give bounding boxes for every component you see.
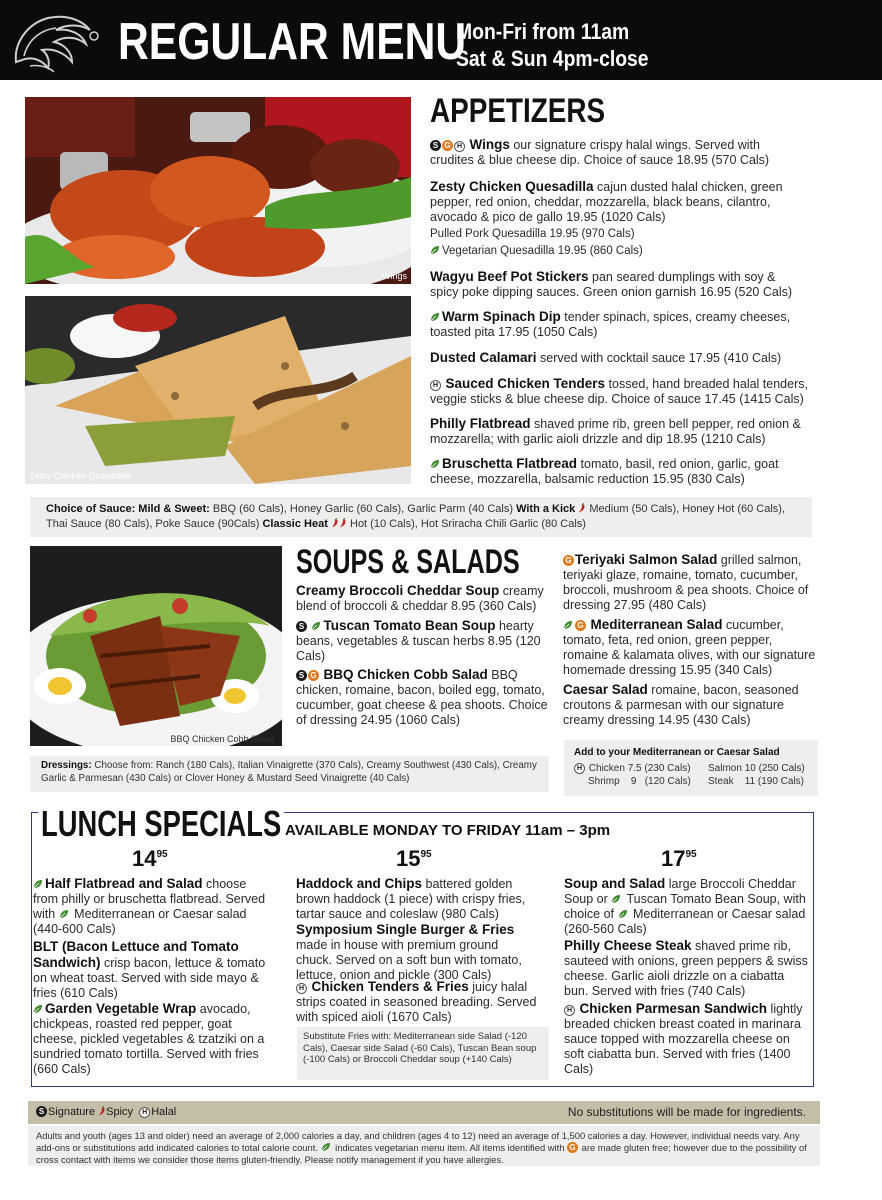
legend	[36, 1106, 176, 1118]
sauce-mild-label: Choice of Sauce: Mild & Sweet:	[46, 503, 210, 515]
ornament-icon	[10, 6, 106, 74]
haddock-item	[296, 876, 541, 922]
bruschetta-item	[430, 456, 800, 487]
veg-wrap-item	[33, 1001, 275, 1077]
add-on-chicken-name: Chicken	[588, 763, 625, 774]
vegetarian-icon	[59, 909, 69, 919]
substitute-fries-box: Substitute Fries with: Mediterranean side Salad (-120 Cals), Caesar side Salad (-60 Cals), Tuscan Bean soup (-100 Cals) or Broccoli Cheddar soup (+140 Cals)	[297, 1027, 549, 1080]
menu-header	[0, 0, 882, 80]
soup-salad-desc: large Broccoli Cheddar Soup or	[564, 877, 796, 906]
lunch-price-1595	[396, 846, 432, 872]
spinach-dip-desc: tender spinach, spices, creamy cheeses, toasted pita 17.95 (1050 Cals)	[430, 310, 791, 339]
price-dollars: 17	[661, 846, 686, 871]
pot-stickers-item	[430, 269, 805, 300]
add-on-title: Add to your Mediterranean or Caesar Salad	[574, 747, 780, 758]
veg-quesadilla-item	[430, 244, 805, 259]
broccoli-soup-desc: creamy blend of broccoli & cheddar 8.95 (360 Cals)	[296, 584, 544, 613]
legend-signature: Signature	[48, 1106, 96, 1118]
sauce-heat-label: Classic Heat	[262, 518, 328, 530]
add-on-steak-name: Steak	[708, 776, 734, 787]
philly-steak-desc: shaved prime rib, sauteed with onions, green peppers & swiss cheese. Garlic aioli drizzle on a ciabatta bun. Served with fries (740 Cals)	[564, 939, 808, 998]
soup-salad-name: Soup and Salad	[564, 876, 666, 891]
blt-item	[33, 939, 273, 1001]
vegetarian-icon	[321, 1142, 331, 1152]
add-on-steak-cals: (190 Cals)	[757, 776, 805, 787]
calorie-note	[28, 1126, 820, 1166]
soup-salad-item	[564, 876, 809, 937]
price-cents: 95	[685, 849, 697, 860]
blt-name: BLT (Bacon Lettuce and Tomato Sandwich)	[33, 939, 239, 970]
half-flatbread-item	[33, 876, 273, 937]
price-cents: 95	[420, 849, 432, 860]
calorie-note-2: indicates vegetarian menu item. All items identified with	[332, 1142, 568, 1153]
blt-desc: crisp bacon, lettuce & tomato on wheat toast. Served with side mayo & fries (610 Cals)	[33, 956, 266, 1000]
wings-item	[430, 137, 805, 168]
add-on-shrimp-cals: (120 Cals)	[644, 776, 691, 787]
signature-icon: S	[430, 140, 441, 151]
gluten-free-icon: G	[308, 670, 319, 681]
gluten-free-icon: G	[567, 1142, 578, 1153]
tuscan-soup-desc: hearty beans, vegetables & tuscan herbs 8.95 (120 Cals)	[296, 619, 541, 663]
add-on-salmon-name: Salmon	[708, 763, 742, 774]
lunch-availability: AVAILABLE MONDAY TO FRIDAY 11am – 3pm	[285, 822, 611, 839]
cobb-salad-name: BBQ Chicken Cobb Salad	[323, 667, 488, 682]
calamari-desc: served with cocktail sauce 17.95 (410 Cals)	[536, 351, 782, 365]
spinach-dip-name: Warm Spinach Dip	[442, 309, 561, 324]
cobb-caption: BBQ Chicken Cobb Salad	[170, 734, 274, 744]
quesadilla-desc: cajun dusted halal chicken, green pepper, red onion, cheddar, mozzarella, black beans, cilantro, avocado & pico de gallo 19.95 (1020 Cals)	[430, 180, 783, 224]
legend-spicy: Spicy	[106, 1106, 134, 1118]
bruschetta-name: Bruschetta Flatbread	[442, 456, 578, 471]
price-cents: 95	[156, 849, 168, 860]
no-substitutions: No substitutions will be made for ingredients.	[567, 1105, 806, 1119]
price-dollars: 14	[132, 846, 157, 871]
wings-name: Wings	[469, 137, 510, 152]
tuscan-soup-item	[296, 618, 546, 664]
add-on-salmon-price: 10	[744, 763, 756, 774]
sauce-kick-list: Medium (50 Cals), Honey Hot (60 Cals), Thai Sauce (80 Cals), Poke Sauce (90Cals)	[46, 503, 786, 530]
halal-icon: H	[296, 983, 307, 994]
pot-stickers-desc: pan seared dumplings with soy & spicy poke dipping sauces. Green onion garnish 16.95 (520 Cals)	[430, 270, 793, 299]
cobb-salad-photo	[30, 546, 282, 746]
quesadilla-name: Zesty Chicken Quesadilla	[430, 179, 594, 194]
vegetarian-icon	[311, 621, 321, 631]
veg-wrap-name: Garden Vegetable Wrap	[45, 1001, 197, 1016]
broccoli-soup-name: Creamy Broccoli Cheddar Soup	[296, 583, 500, 598]
pot-stickers-name: Wagyu Beef Pot Stickers	[430, 269, 589, 284]
legend-bar	[28, 1101, 820, 1124]
vegetarian-icon	[430, 459, 440, 469]
add-on-row-steak	[708, 775, 804, 788]
appetizers-heading: APPETIZERS	[430, 92, 606, 130]
hours-weekend: Sat & Sun 4pm-close	[456, 46, 649, 71]
pulled-pork-item: Pulled Pork Quesadilla 19.95 (970 Cals)	[430, 228, 635, 240]
wings-caption: Wings	[381, 271, 407, 281]
gluten-free-icon: G	[575, 620, 586, 631]
add-on-shrimp-price: 9	[630, 776, 637, 787]
lunch-price-1795	[661, 846, 697, 872]
spicy-icon	[339, 518, 347, 528]
wings-desc: our signature crispy halal wings. Served with crudites & blue cheese dip. Choice of sauce 18.95 (570 Cals)	[430, 138, 770, 167]
teriyaki-salad-desc: grilled salmon, teriyaki glaze, romaine, tomato, cucumber, broccoli, mushroom & pea shoots. Choice of dressing 27.95 (480 Cals)	[563, 553, 809, 612]
philly-flatbread-item	[430, 416, 810, 447]
halal-icon: H	[454, 141, 465, 152]
chicken-parmesan-name: Chicken Parmesan Sandwich	[579, 1001, 768, 1016]
soup-salad-desc-3: Mediterranean or Caesar salad (260-560 Cals)	[564, 907, 806, 936]
halal-icon: H	[430, 380, 441, 391]
spicy-icon	[98, 1106, 106, 1116]
vegetarian-icon	[430, 312, 440, 322]
halal-icon: H	[574, 763, 585, 774]
signature-icon: S	[296, 670, 307, 681]
vegetarian-icon	[563, 620, 573, 630]
gluten-free-icon: G	[442, 140, 453, 151]
lunch-tenders-desc: juicy halal strips coated in seasoned breading. Served with spiced aioli (1670 Cals)	[296, 980, 537, 1024]
mediterranean-salad-item	[563, 617, 818, 678]
hours-weekday: Mon-Fri from 11am	[456, 19, 630, 44]
calorie-note-3: are made gluten free; however due to the possibility of cross contact with items we consider those items gluten-friendly. Please notify management if you have allergies.	[36, 1142, 807, 1165]
tenders-name: Sauced Chicken Tenders	[445, 376, 606, 391]
vegetarian-icon	[33, 1004, 43, 1014]
hours	[456, 18, 649, 72]
lunch-tenders-item	[296, 979, 540, 1025]
signature-icon: S	[36, 1106, 47, 1117]
tenders-item	[430, 376, 810, 407]
halal-icon: H	[139, 1107, 150, 1118]
cobb-salad-item	[296, 667, 550, 728]
wings-photo	[25, 97, 411, 284]
caesar-salad-name: Caesar Salad	[563, 682, 648, 697]
soups-salads-heading: SOUPS & SALADS	[296, 543, 520, 581]
tuscan-soup-name: Tuscan Tomato Bean Soup	[323, 618, 496, 633]
half-flatbread-desc-2: Mediterranean or Caesar salad (440-600 Cals)	[33, 907, 247, 936]
calamari-name: Dusted Calamari	[430, 350, 537, 365]
sauce-box	[30, 497, 812, 537]
caesar-salad-item	[563, 682, 815, 728]
chicken-parmesan-desc: lightly breaded chicken breast coated in marinara sauce topped with mozzarella cheese on soft ciabatta bun. Served with fries (1400 Cals)	[564, 1002, 803, 1076]
half-flatbread-name: Half Flatbread and Salad	[45, 876, 203, 891]
add-on-row-shrimp	[588, 775, 691, 788]
legend-halal: Halal	[151, 1106, 177, 1118]
add-on-chicken-cals: (230 Cals)	[644, 763, 691, 774]
philly-steak-item	[564, 938, 809, 999]
dressings-list: Choose from: Ranch (180 Cals), Italian Vinaigrette (370 Cals), Creamy Southwest (430 Cals), Creamy Garlic & Parmesan (430 Cals) or Clover Honey & Mustard Seed Vinaigrette (40 Cals)	[41, 760, 537, 784]
add-on-salmon-cals: (250 Cals)	[758, 763, 805, 774]
philly-steak-name: Philly Cheese Steak	[564, 938, 692, 953]
lunch-price-1495	[132, 846, 168, 872]
veg-quesadilla-text: Vegetarian Quesadilla 19.95 (860 Cals)	[442, 245, 643, 257]
cobb-salad-desc: BBQ chicken, romaine, bacon, boiled egg, tomato, cucumber, goat cheese & pea shoots. Choice of dressing 24.95 (1060 Cals)	[296, 668, 548, 727]
gluten-free-icon: G	[563, 555, 574, 566]
haddock-name: Haddock and Chips	[296, 876, 423, 891]
philly-flatbread-name: Philly Flatbread	[430, 416, 531, 431]
broccoli-soup-item	[296, 583, 552, 614]
halal-icon: H	[564, 1005, 575, 1016]
burger-desc: made in house with premium ground chuck. Served on a soft bun with tomato, lettuce, onion and pickle (300 Cals)	[296, 938, 522, 982]
lunch-tenders-name: Chicken Tenders & Fries	[311, 979, 469, 994]
teriyaki-salad-name: Teriyaki Salmon Salad	[575, 552, 718, 567]
tenders-desc: tossed, hand breaded halal tenders, veggie sticks & blue cheese dip. Choice of sauce 17.45 (1415 Cals)	[430, 377, 808, 406]
veg-wrap-desc: avocado, chickpeas, roasted red pepper, goat cheese, pickled vegetables & tzatziki on a sundried tomato tortilla. Served with fries (660 Cals)	[33, 1002, 265, 1076]
half-flatbread-desc: choose from philly or bruschetta flatbread. Served with	[33, 877, 266, 921]
add-on-row-chicken	[574, 762, 691, 775]
calorie-note-1: Adults and youth (ages 13 and older) need an average of 2,000 calories a day, and children (ages 4 to 12) need an average of 1,500 calories a day. However, individual needs vary. Any add-ons or substitutions add indicated calories to total calorie count.	[36, 1130, 800, 1153]
add-on-row-salmon	[708, 762, 805, 775]
vegetarian-icon	[33, 879, 43, 889]
sauce-mild-list: BBQ (60 Cals), Honey Garlic (60 Cals), Garlic Parm (40 Cals)	[209, 503, 517, 515]
sauce-kick-label: With a Kick	[516, 503, 576, 515]
caesar-salad-desc: romaine, bacon, seasoned croutons & parmesan with our signature creamy dressing 14.95 (430 Cals)	[563, 683, 799, 727]
spinach-dip-item	[430, 309, 805, 340]
sauce-heat-list: Hot (10 Cals), Hot Sriracha Chili Garlic (80 Cals)	[346, 518, 586, 530]
dressings-box	[30, 756, 549, 792]
signature-icon: S	[296, 621, 307, 632]
lunch-specials-heading: LUNCH SPECIALS	[38, 803, 284, 845]
quesadilla-photo	[25, 296, 411, 484]
soup-salad-desc-2: Tuscan Tomato Bean Soup, with choice of	[564, 892, 806, 921]
price-dollars: 15	[396, 846, 421, 871]
chicken-parmesan-item	[564, 1001, 809, 1077]
vegetarian-icon	[618, 909, 628, 919]
philly-flatbread-desc: shaved prime rib, green bell pepper, red onion & mozzarella; with garlic aioli drizzle and dip 18.95 (1210 Cals)	[430, 417, 801, 446]
calamari-item	[430, 350, 805, 366]
teriyaki-salad-item	[563, 552, 815, 613]
quesadilla-caption: Zesty Chicken Quesadilla	[29, 471, 132, 481]
spicy-icon	[331, 518, 339, 528]
burger-name: Symposium Single Burger & Fries	[296, 922, 515, 937]
add-on-chicken-price: 7.5	[627, 763, 642, 774]
mediterranean-salad-name: Mediterranean Salad	[590, 617, 723, 632]
add-on-box	[564, 740, 818, 796]
vegetarian-icon	[430, 245, 440, 255]
mediterranean-salad-desc: cucumber, tomato, feta, red onion, green pepper, romaine & kalamata olives, with our signature homemade dressing 15.95 (340 Cals)	[563, 618, 816, 677]
burger-item	[296, 922, 536, 983]
vegetarian-icon	[611, 894, 621, 904]
add-on-steak-price: 11	[744, 776, 756, 787]
quesadilla-item	[430, 179, 805, 225]
haddock-desc: battered golden brown haddock (1 piece) with crispy fries, tartar sauce and coleslaw (980 Cals)	[296, 877, 526, 921]
menu-title: REGULAR MENU	[118, 13, 467, 71]
dressings-label: Dressings:	[41, 760, 92, 771]
add-on-shrimp-name: Shrimp	[588, 776, 620, 787]
bruschetta-desc: tomato, basil, red onion, garlic, goat cheese, mozzarella, balsamic reduction 15.95 (830 Cals)	[430, 457, 779, 486]
